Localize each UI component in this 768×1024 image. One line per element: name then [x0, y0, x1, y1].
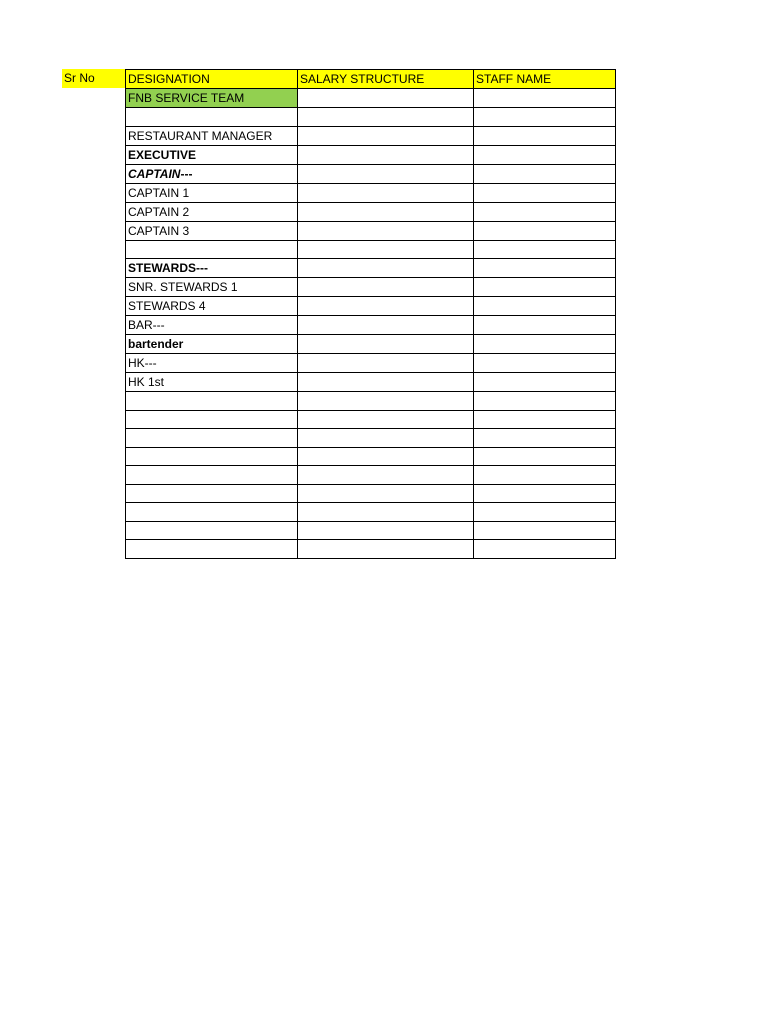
staff-cell[interactable] — [474, 164, 616, 183]
sr-no-label[interactable]: Sr No — [62, 69, 125, 88]
salary-cell[interactable] — [298, 183, 474, 202]
staff-cell[interactable] — [474, 89, 616, 108]
header-salary-structure[interactable]: SALARY STRUCTURE — [298, 70, 474, 89]
table-row — [126, 540, 616, 559]
header-designation[interactable]: DESIGNATION — [126, 70, 298, 89]
designation-cell[interactable]: STEWARDS 4 — [126, 297, 298, 316]
designation-cell[interactable]: HK 1st — [126, 373, 298, 392]
designation-cell[interactable]: RESTAURANT MANAGER — [126, 126, 298, 145]
salary-cell[interactable] — [298, 278, 474, 297]
designation-cell[interactable] — [126, 240, 298, 259]
table-row — [126, 373, 616, 392]
designation-cell[interactable]: bartender — [126, 335, 298, 354]
salary-cell[interactable] — [298, 447, 474, 466]
staff-cell[interactable] — [474, 540, 616, 559]
table-row — [126, 108, 616, 127]
salary-cell[interactable] — [298, 335, 474, 354]
table-row — [126, 89, 616, 108]
staff-cell[interactable] — [474, 503, 616, 522]
staff-cell[interactable] — [474, 373, 616, 392]
designation-cell[interactable]: CAPTAIN 3 — [126, 221, 298, 240]
designation-italic-part: CAPTAIN — [128, 166, 181, 181]
designation-cell[interactable]: CAPTAIN 2 — [126, 202, 298, 221]
designation-cell[interactable]: CAPTAIN 1 — [126, 183, 298, 202]
salary-cell[interactable] — [298, 521, 474, 540]
salary-cell[interactable] — [298, 164, 474, 183]
designation-cell[interactable]: FNB SERVICE TEAM — [126, 89, 298, 108]
designation-suffix: --- — [180, 166, 193, 181]
table-row — [126, 429, 616, 448]
designation-cell[interactable] — [126, 466, 298, 485]
designation-cell[interactable] — [126, 521, 298, 540]
staff-cell[interactable] — [474, 447, 616, 466]
salary-cell[interactable] — [298, 354, 474, 373]
designation-cell[interactable]: EXECUTIVE — [126, 145, 298, 164]
staff-cell[interactable] — [474, 484, 616, 503]
table-row — [126, 126, 616, 145]
header-row — [126, 70, 616, 89]
salary-cell[interactable] — [298, 240, 474, 259]
salary-cell[interactable] — [298, 466, 474, 485]
designation-cell[interactable] — [126, 503, 298, 522]
table-row — [126, 503, 616, 522]
table-row — [126, 316, 616, 335]
staff-cell[interactable] — [474, 145, 616, 164]
designation-cell[interactable]: STEWARDS--- — [126, 259, 298, 278]
salary-cell[interactable] — [298, 429, 474, 448]
table-row — [126, 202, 616, 221]
staff-cell[interactable] — [474, 335, 616, 354]
salary-cell[interactable] — [298, 202, 474, 221]
salary-cell[interactable] — [298, 373, 474, 392]
table-row — [126, 164, 616, 183]
salary-cell[interactable] — [298, 259, 474, 278]
staff-cell[interactable] — [474, 221, 616, 240]
designation-cell[interactable] — [126, 484, 298, 503]
salary-cell[interactable] — [298, 316, 474, 335]
header-staff-name[interactable]: STAFF NAME — [474, 70, 616, 89]
salary-cell[interactable] — [298, 410, 474, 429]
staff-cell[interactable] — [474, 316, 616, 335]
table-row — [126, 259, 616, 278]
designation-cell[interactable] — [126, 164, 298, 183]
staff-cell[interactable] — [474, 259, 616, 278]
staff-cell[interactable] — [474, 240, 616, 259]
salary-cell[interactable] — [298, 89, 474, 108]
table-row — [126, 521, 616, 540]
salary-cell[interactable] — [298, 126, 474, 145]
staff-cell[interactable] — [474, 392, 616, 411]
staff-cell[interactable] — [474, 126, 616, 145]
designation-cell[interactable] — [126, 410, 298, 429]
salary-cell[interactable] — [298, 145, 474, 164]
table-row — [126, 484, 616, 503]
staff-cell[interactable] — [474, 521, 616, 540]
staff-cell[interactable] — [474, 202, 616, 221]
table-row — [126, 183, 616, 202]
table-row — [126, 145, 616, 164]
designation-cell[interactable] — [126, 429, 298, 448]
table-row — [126, 354, 616, 373]
salary-cell[interactable] — [298, 540, 474, 559]
staff-cell[interactable] — [474, 354, 616, 373]
salary-cell[interactable] — [298, 392, 474, 411]
salary-cell[interactable] — [298, 108, 474, 127]
table-row — [126, 278, 616, 297]
salary-cell[interactable] — [298, 503, 474, 522]
designation-cell[interactable]: BAR--- — [126, 316, 298, 335]
staff-cell[interactable] — [474, 466, 616, 485]
staff-cell[interactable] — [474, 410, 616, 429]
table-row — [126, 297, 616, 316]
designation-cell[interactable] — [126, 540, 298, 559]
staff-cell[interactable] — [474, 183, 616, 202]
designation-cell[interactable] — [126, 392, 298, 411]
staff-cell[interactable] — [474, 108, 616, 127]
table-row — [126, 240, 616, 259]
designation-cell[interactable]: SNR. STEWARDS 1 — [126, 278, 298, 297]
table-row — [126, 447, 616, 466]
staff-salary-table — [125, 69, 616, 559]
staff-cell[interactable] — [474, 278, 616, 297]
salary-cell[interactable] — [298, 297, 474, 316]
table-row — [126, 335, 616, 354]
table-row — [126, 392, 616, 411]
designation-cell[interactable] — [126, 447, 298, 466]
designation-cell[interactable] — [126, 108, 298, 127]
table-row — [126, 466, 616, 485]
table-row — [126, 221, 616, 240]
staff-cell[interactable] — [474, 297, 616, 316]
designation-cell[interactable]: HK--- — [126, 354, 298, 373]
salary-cell[interactable] — [298, 484, 474, 503]
staff-cell[interactable] — [474, 429, 616, 448]
table-row — [126, 410, 616, 429]
salary-cell[interactable] — [298, 221, 474, 240]
